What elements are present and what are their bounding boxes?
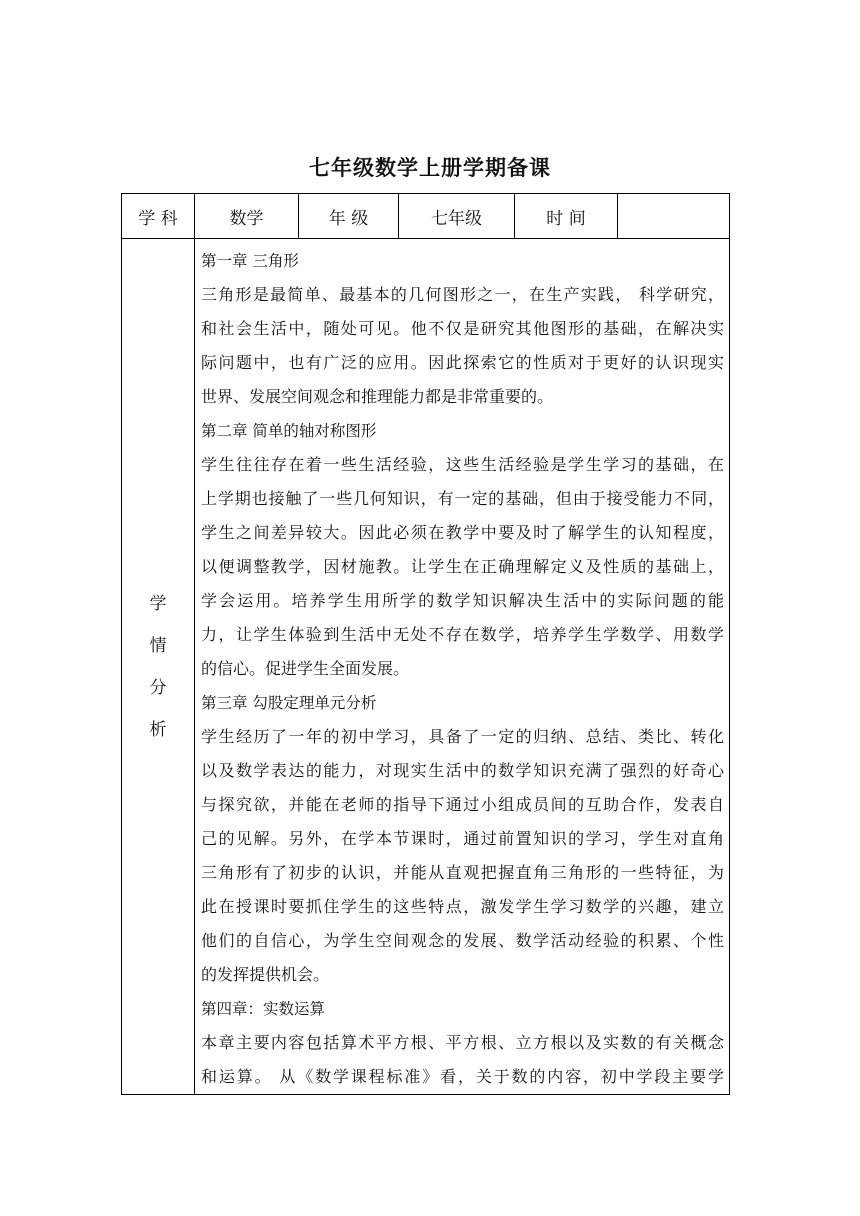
analysis-content <box>195 239 730 1095</box>
content-line: 际问题中，也有广泛的应用。因此探索它的性质对于更好的认识现实 <box>201 353 724 372</box>
grade-value: 七年级 <box>399 194 515 239</box>
subject-value: 数学 <box>195 194 299 239</box>
page-title: 七年级数学上册学期备课 <box>309 156 551 180</box>
content-line: 此在授课时要抓住学生的这些特点，激发学生学习数学的兴趣，建立 <box>201 897 724 916</box>
grade-label: 年 级 <box>299 194 399 239</box>
analysis-row <box>122 239 730 1095</box>
section-label-cell <box>122 239 195 1095</box>
content-line: 他们的自信心，为学生空间观念的发展、数学活动经验的积累、个性 <box>201 931 724 950</box>
content-line: 的发挥提供机会。 <box>201 965 330 984</box>
content-line: 学生往往存在着一些生活经验，这些生活经验是学生学习的基础，在 <box>201 455 724 474</box>
content-line: 以及数学表达的能力，对现实生活中的数学知识充满了强烈的好奇心 <box>201 761 724 780</box>
content-line: 上学期也接触了一些几何知识，有一定的基础，但由于接受能力不同， <box>201 489 724 508</box>
content-line: 与探究欲，并能在老师的指导下通过小组成员间的互助合作，发表自 <box>201 795 724 814</box>
content-line: 三角形是最简单、最基本的几何图形之一，在生产实践， 科学研究， <box>201 285 724 304</box>
content-line: 以便调整教学，因材施教。让学生在正确理解定义及性质的基础上， <box>201 557 724 576</box>
header-row <box>122 194 730 239</box>
content-line: 学生之间差异较大。因此必须在教学中要及时了解学生的认知程度， <box>201 523 724 542</box>
content-line: 学生经历了一年的初中学习，具备了一定的归纳、总结、类比、转化 <box>201 727 724 746</box>
section-label-char: 分 <box>149 677 167 698</box>
section-label-char: 学 <box>149 593 167 614</box>
time-value <box>618 194 730 239</box>
section-label-char: 情 <box>149 635 167 656</box>
section-label-char: 析 <box>149 719 167 740</box>
content-line: 世界、发展空间观念和推理能力都是非常重要的。 <box>201 387 554 406</box>
time-label: 时 间 <box>515 194 618 239</box>
subject-label: 学 科 <box>122 194 195 239</box>
chapter-heading: 第一章 三角形 <box>201 252 299 270</box>
content-line: 和运算。 从《数学课程标准》看，关于数的内容，初中学段主要学 <box>201 1067 724 1086</box>
content-line: 己的见解。另外，在学本节课时，通过前置知识的学习，学生对直角 <box>201 829 724 848</box>
chapter-heading: 第三章 勾股定理单元分析 <box>201 694 377 712</box>
content-line: 和社会生活中，随处可见。他不仅是研究其他图形的基础，在解决实 <box>201 319 724 338</box>
content-line: 学会运用。培养学生用所学的数学知识解决生活中的实际问题的能 <box>201 591 724 610</box>
content-line: 三角形有了初步的认识，并能从直观把握直角三角形的一些特征，为 <box>201 863 724 882</box>
chapter-heading: 第二章 简单的轴对称图形 <box>201 422 377 440</box>
content-line: 本章主要内容包括算术平方根、平方根、立方根以及实数的有关概念 <box>201 1033 724 1052</box>
content-line: 力，让学生体验到生活中无处不存在数学，培养学生学数学、用数学 <box>201 625 724 644</box>
content-line: 的信心。促进学生全面发展。 <box>201 659 410 678</box>
lesson-plan-table <box>121 193 730 1095</box>
chapter-heading: 第四章：实数运算 <box>201 1000 326 1018</box>
